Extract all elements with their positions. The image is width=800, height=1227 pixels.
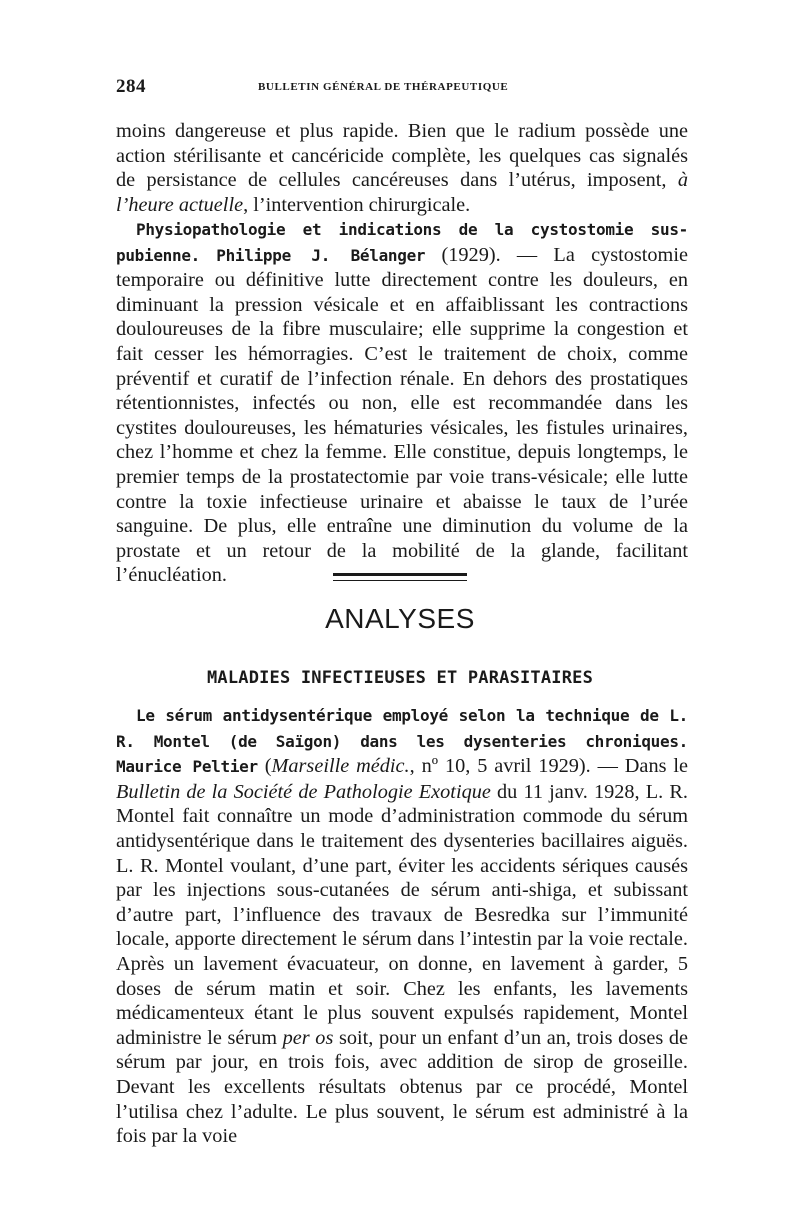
reference-open: ( xyxy=(257,755,272,778)
running-head: BULLETIN GÉNÉRAL DE THÉRAPEUTIQUE xyxy=(258,81,509,93)
article-author: Philippe J. Bélanger xyxy=(216,245,426,265)
article-body: — Dans le xyxy=(590,755,689,778)
journal-name: Marseille médic. xyxy=(271,755,410,778)
italic-phrase: à l’heure actuelle xyxy=(116,169,688,216)
article-title: Physiopathologie et indications de la cystostomie sus-pubienne. xyxy=(116,220,688,265)
article-author: Maurice Peltier xyxy=(116,757,258,777)
article-year: (1929). xyxy=(425,243,501,266)
paragraph-text: moins dangereuse et plus rapide. Bien que le radium possède une action stérilisante et cancéricide complète, les quelques cas signalés de persistance de cellules cancéreuses dans l’utérus, imposent, xyxy=(116,120,688,192)
paragraph-text-end: , l’intervention chirurgicale. xyxy=(243,193,471,216)
article-body-end: soit, pour un enfant d’un an, trois doses de sérum par jour, en trois fois, avec addition de sirop de groseille. Devant les excellents résultats obtenus par ce procédé, Montel l’utilisa chez l’adulte. Le plus souvent, le sérum est administré à la fois par la voie xyxy=(116,1026,689,1148)
reference-rest: , nº 10, 5 avril 1929). xyxy=(409,755,591,778)
article-cystostomie xyxy=(116,217,688,588)
article-title: Le sérum antidysentérique employé selon la technique de L. R. Montel (de Saïgon) dans les dysenteries chroniques. xyxy=(116,706,688,751)
italic-per-os: per os xyxy=(282,1026,334,1049)
section-divider-thin xyxy=(333,580,467,581)
subsection-title: MALADIES INFECTIEUSES ET PARASITAIRES xyxy=(206,668,594,688)
page-header xyxy=(116,76,686,100)
bulletin-name: Bulletin de la Société de Pathologie Exotique xyxy=(116,780,491,803)
section-divider-thick xyxy=(333,573,467,576)
paragraph-continuation xyxy=(116,119,688,217)
section-title: ANALYSES xyxy=(325,603,475,634)
article-body-cont: du 11 janv. 1928, L. R. Montel fait connaître un mode d’administration commode du sérum antidysentérique dans le traitement des dysenteries bacillaires aiguës. L. R. Montel voulant, d’une part, éviter les accidents sériques causés par les injections sous-cutanées de sérum anti-shiga, et subissant d’autre part, l’influence des travaux de Besredka sur l’immunité locale, apporte directement le sérum dans l’intestin par la voie rectale. Après un lavement évacuateur, on donne, en lavement à garder, 5 doses de sérum matin et soir. Chez les enfants, les lavements médicamenteux étant le plus souvent expulsés rapidement, Montel administre le sérum xyxy=(116,780,688,1049)
article-serum xyxy=(116,703,688,1149)
page-number: 284 xyxy=(116,76,146,97)
article-body: — La cystostomie temporaire ou définitive lutte directement contre les douleurs, en diminuant la pression vésicale et en affaiblissant les contractions douloureuses de la fibre musculaire; elle supprime la congestion et fait cesser les hémorragies. C’est le traitement de choix, comme préventif et curatif de l’infection rénale. En dehors des prostatiques rétentionnistes, infectés ou non, elle est recommandée dans les cystites douloureuses, les hématuries vésicales, les fistules urinaires, chez l’homme et chez la femme. Elle constitue, depuis longtemps, le premier temps de la prostatectomie par voie trans-vésicale; elle lutte contre la toxie infectieuse urinaire et abaisse le taux de l’urée sanguine. De plus, elle entraîne une diminution du volume de la prostate et un retour de la mobilité de la glande, facilitant l’énucléation. xyxy=(116,243,688,587)
